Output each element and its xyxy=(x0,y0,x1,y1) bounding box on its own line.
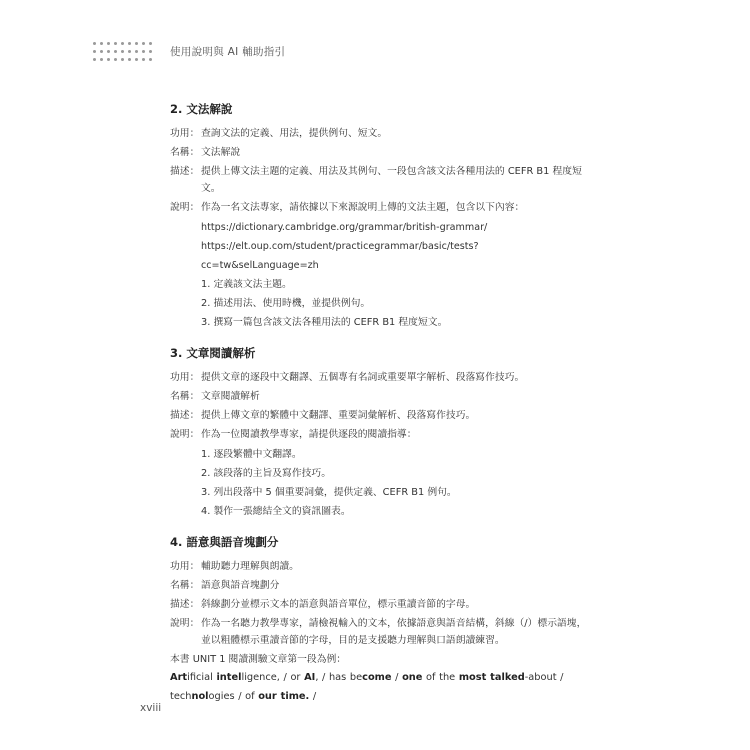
description-label: 描述： xyxy=(170,410,200,421)
text-segment: / xyxy=(309,691,317,702)
stressed-segment: our time. xyxy=(258,691,310,702)
stressed-segment: most talked xyxy=(458,672,525,683)
text-segment: -about / tech xyxy=(170,672,564,702)
instruction-text: 作為一位閱讀教學專家，請提供逐段的閱讀指導： xyxy=(201,429,417,440)
instruction-text: 作為一名聽力教學專家，請檢視輸入的文本，依據語意與語音結構，斜線（/）標示語塊，並以粗體標示重讀音節的字母，目的是支援聽力理解與口語朗讀練習。 xyxy=(201,618,587,646)
dot-icon xyxy=(114,42,117,45)
page-content xyxy=(170,101,590,719)
list-item: 3. 撰寫一篇包含該文法各種用法的 CEFR B1 程度短文。 xyxy=(201,317,448,328)
dot-icon xyxy=(121,42,124,45)
instruction-label: 說明： xyxy=(170,618,200,629)
function-text: 查詢文法的定義、用法，提供例句、短文。 xyxy=(201,128,388,139)
instruction-field xyxy=(170,199,590,332)
name-text: 語意與語音塊劃分 xyxy=(201,580,280,591)
dot-icon xyxy=(149,58,152,61)
list-item: 3. 列出段落中 5 個重要詞彙，提供定義、CEFR B1 例句。 xyxy=(201,487,457,498)
dot-icon xyxy=(128,50,131,53)
dot-icon xyxy=(100,42,103,45)
name-field xyxy=(170,144,590,161)
list-item: 1. 定義該文法主題。 xyxy=(201,279,292,290)
function-label: 功用： xyxy=(170,372,200,383)
name-label: 名稱： xyxy=(170,580,200,591)
dot-icon xyxy=(114,50,117,53)
name-text: 文法解說 xyxy=(201,147,241,158)
description-label: 描述： xyxy=(170,166,200,177)
dot-icon xyxy=(149,42,152,45)
section-grammar-explanation xyxy=(170,101,590,332)
section-chunking xyxy=(170,534,590,706)
description-field xyxy=(170,163,590,197)
stressed-segment: one xyxy=(402,672,423,683)
list-item: 2. 該段落的主旨及寫作技巧。 xyxy=(201,468,332,479)
description-field xyxy=(170,407,590,424)
instruction-label: 說明： xyxy=(170,202,200,213)
text-segment: ligence, / or xyxy=(241,672,305,683)
text-segment: of the xyxy=(422,672,459,683)
text-segment: ificial xyxy=(187,672,217,683)
function-field xyxy=(170,369,590,386)
dot-icon xyxy=(107,58,110,61)
reference-url: https://dictionary.cambridge.org/grammar/british-grammar/ xyxy=(201,222,488,233)
instruction-text: 作為一名文法專家，請依據以下來源說明上傳的文法主題，包含以下內容： xyxy=(201,202,525,213)
description-label: 描述： xyxy=(170,599,200,610)
dot-icon xyxy=(93,50,96,53)
dot-icon xyxy=(149,50,152,53)
dot-icon xyxy=(142,50,145,53)
function-label: 功用： xyxy=(170,561,200,572)
dot-icon xyxy=(128,42,131,45)
name-text: 文章閱讀解析 xyxy=(201,391,260,402)
dot-icon xyxy=(114,58,117,61)
running-header-title: 使用說明與 AI 輔助指引 xyxy=(170,46,286,58)
header-dot-pattern xyxy=(93,42,156,61)
reference-url: https://elt.oup.com/student/practicegrammar/basic/tests?cc=tw&selLanguage=zh xyxy=(201,241,479,271)
dot-icon xyxy=(135,50,138,53)
description-text: 斜線劃分並標示文本的語意與語音單位，標示重讀音節的字母。 xyxy=(201,599,476,610)
dot-icon xyxy=(93,58,96,61)
dot-icon xyxy=(142,42,145,45)
dot-icon xyxy=(121,50,124,53)
list-item: 4. 製作一張總結全文的資訊圖表。 xyxy=(201,506,351,517)
stressed-segment: AI xyxy=(304,672,316,683)
function-field xyxy=(170,558,590,575)
function-field xyxy=(170,125,590,142)
dot-icon xyxy=(135,42,138,45)
name-label: 名稱： xyxy=(170,147,200,158)
dot-icon xyxy=(135,58,138,61)
section-title: 3. 文章閱讀解析 xyxy=(170,346,256,360)
text-segment: , / has be xyxy=(315,672,363,683)
dot-icon xyxy=(121,58,124,61)
section-title: 2. 文法解說 xyxy=(170,102,233,116)
section-reading-analysis xyxy=(170,345,590,521)
instruction-body xyxy=(201,199,590,332)
description-text: 提供上傳文法主題的定義、用法及其例句、一段包含該文法各種用法的 CEFR B1 程度短文。 xyxy=(201,166,582,194)
text-segment: ogies / of xyxy=(208,691,259,702)
instruction-field xyxy=(170,615,590,649)
function-label: 功用： xyxy=(170,128,200,139)
list-item: 2. 描述用法、使用時機，並提供例句。 xyxy=(201,298,371,309)
name-label: 名稱： xyxy=(170,391,200,402)
name-field xyxy=(170,388,590,405)
page-number: xviii xyxy=(140,702,162,714)
stressed-segment: nol xyxy=(191,691,209,702)
dot-icon xyxy=(107,50,110,53)
text-segment: / xyxy=(391,672,403,683)
dot-icon xyxy=(142,58,145,61)
instruction-label: 說明： xyxy=(170,429,200,440)
list-item: 1. 逐段繁體中文翻譯。 xyxy=(201,449,302,460)
dot-icon xyxy=(100,50,103,53)
dot-icon xyxy=(93,42,96,45)
example-chunked-text xyxy=(170,668,590,706)
example-intro: 本書 UNIT 1 閱讀測驗文章第一段為例： xyxy=(170,654,347,665)
dot-icon xyxy=(128,58,131,61)
function-text: 提供文章的逐段中文翻譯、五個專有名詞或重要單字解析、段落寫作技巧。 xyxy=(201,372,525,383)
stressed-segment: intel xyxy=(216,672,242,683)
section-title: 4. 語意與語音塊劃分 xyxy=(170,535,279,549)
function-text: 輔助聽力理解與朗讀。 xyxy=(201,561,299,572)
dot-icon xyxy=(107,42,110,45)
instruction-body xyxy=(201,426,590,521)
stressed-segment: Art xyxy=(170,672,188,683)
stressed-segment: come xyxy=(362,672,392,683)
dot-icon xyxy=(100,58,103,61)
instruction-field xyxy=(170,426,590,521)
name-field xyxy=(170,577,590,594)
description-text: 提供上傳文章的繁體中文翻譯、重要詞彙解析、段落寫作技巧。 xyxy=(201,410,476,421)
description-field xyxy=(170,596,590,613)
